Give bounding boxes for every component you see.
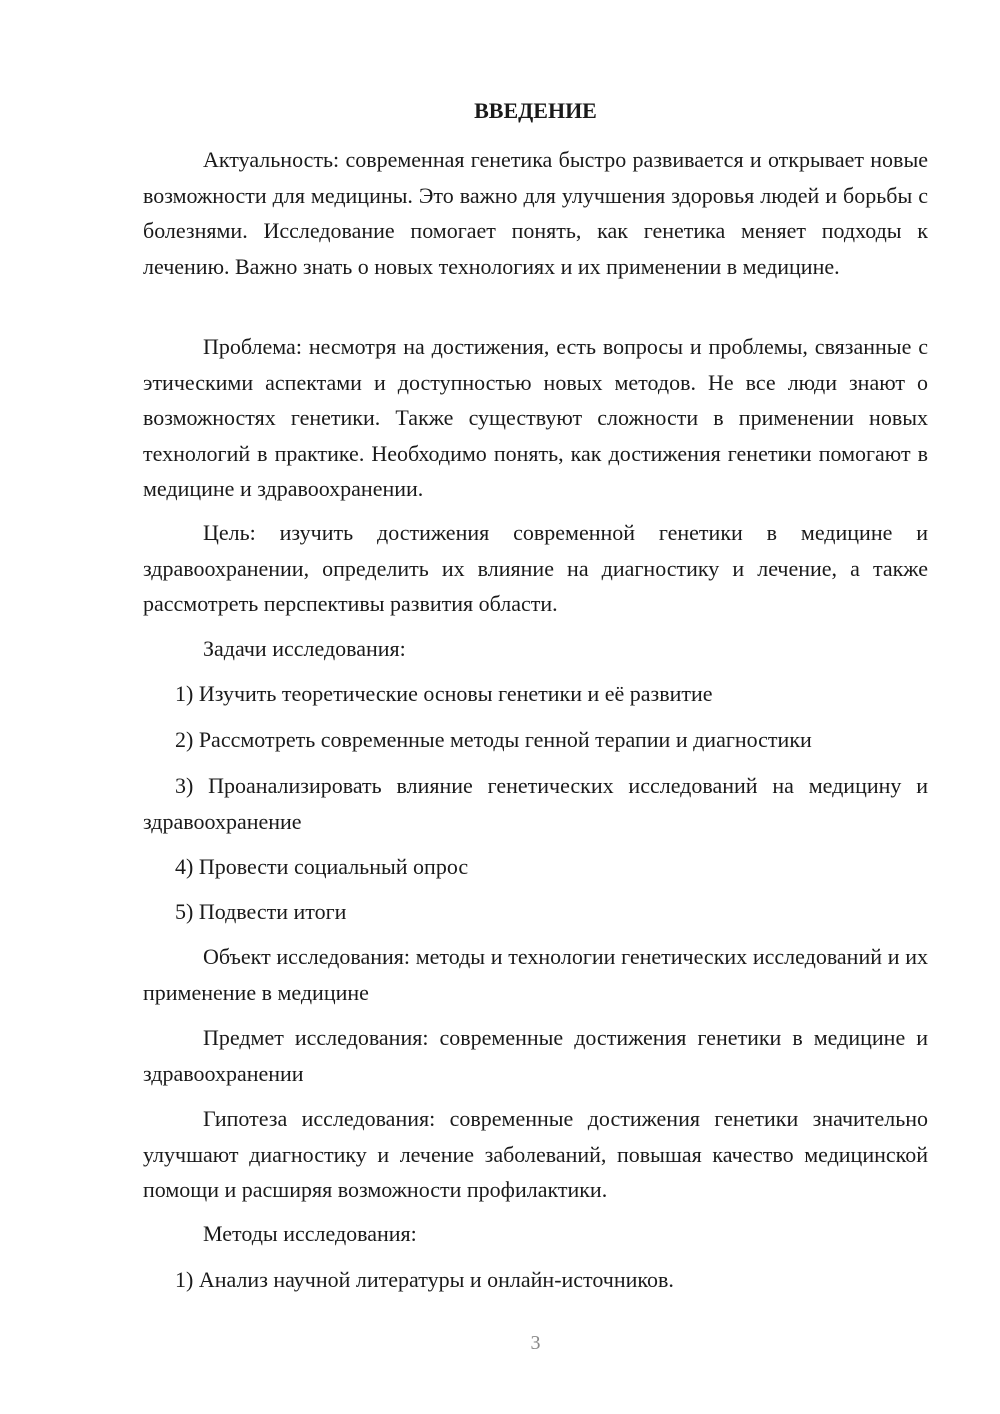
page-number: 3 [530, 1332, 541, 1354]
goal-paragraph: Цель: изучить достижения современной генетики в медицине и здравоохранении, определить их влияние на диагностику и лечение, а также рассмотреть перспективы развития области. [143, 520, 928, 616]
task-item-5: 5) Подвести итоги [175, 899, 347, 924]
problem-paragraph: Проблема: несмотря на достижения, есть вопросы и проблемы, связанные с этическими аспектами и доступностью новых методов. Не все люди знают о возможностях генетики. Также существуют сложности в применении новых технологий в практике. Необходимо понять, как достижения генетики помогают в медицине и здравоохранении. [143, 334, 928, 501]
task-item-3: 3) Проанализировать влияние генетических исследований на медицину и здравоохранение [143, 773, 928, 834]
task-item-4: 4) Провести социальный опрос [175, 854, 469, 879]
hypothesis-paragraph: Гипотеза исследования: современные достижения генетики значительно улучшают диагностику и лечение заболеваний, повышая качество медицинской помощи и расширяя возможности профилактики. [143, 1106, 928, 1202]
relevance-paragraph: Актуальность: современная генетика быстро развивается и открывает новые возможности для медицины. Это важно для улучшения здоровья людей и борьбы с болезнями. Исследование помогает понять, как генетика меняет подходы к лечению. Важно знать о новых технологиях и их применении в медицине. [143, 147, 928, 279]
tasks-heading: Задачи исследования: [203, 636, 406, 661]
task-item-1: 1) Изучить теоретические основы генетики и её развитие [175, 681, 713, 706]
method-item-1: 1) Анализ научной литературы и онлайн-источников. [175, 1267, 674, 1292]
document-page [143, 0, 928, 1414]
subject-paragraph: Предмет исследования: современные достижения генетики в медицине и здравоохранении [143, 1025, 928, 1086]
object-paragraph: Объект исследования: методы и технологии генетических исследований и их применение в медицине [143, 944, 928, 1005]
page-title: ВВЕДЕНИЕ [474, 98, 597, 123]
methods-heading: Методы исследования: [203, 1221, 417, 1246]
task-item-2: 2) Рассмотреть современные методы генной терапии и диагностики [175, 727, 812, 752]
